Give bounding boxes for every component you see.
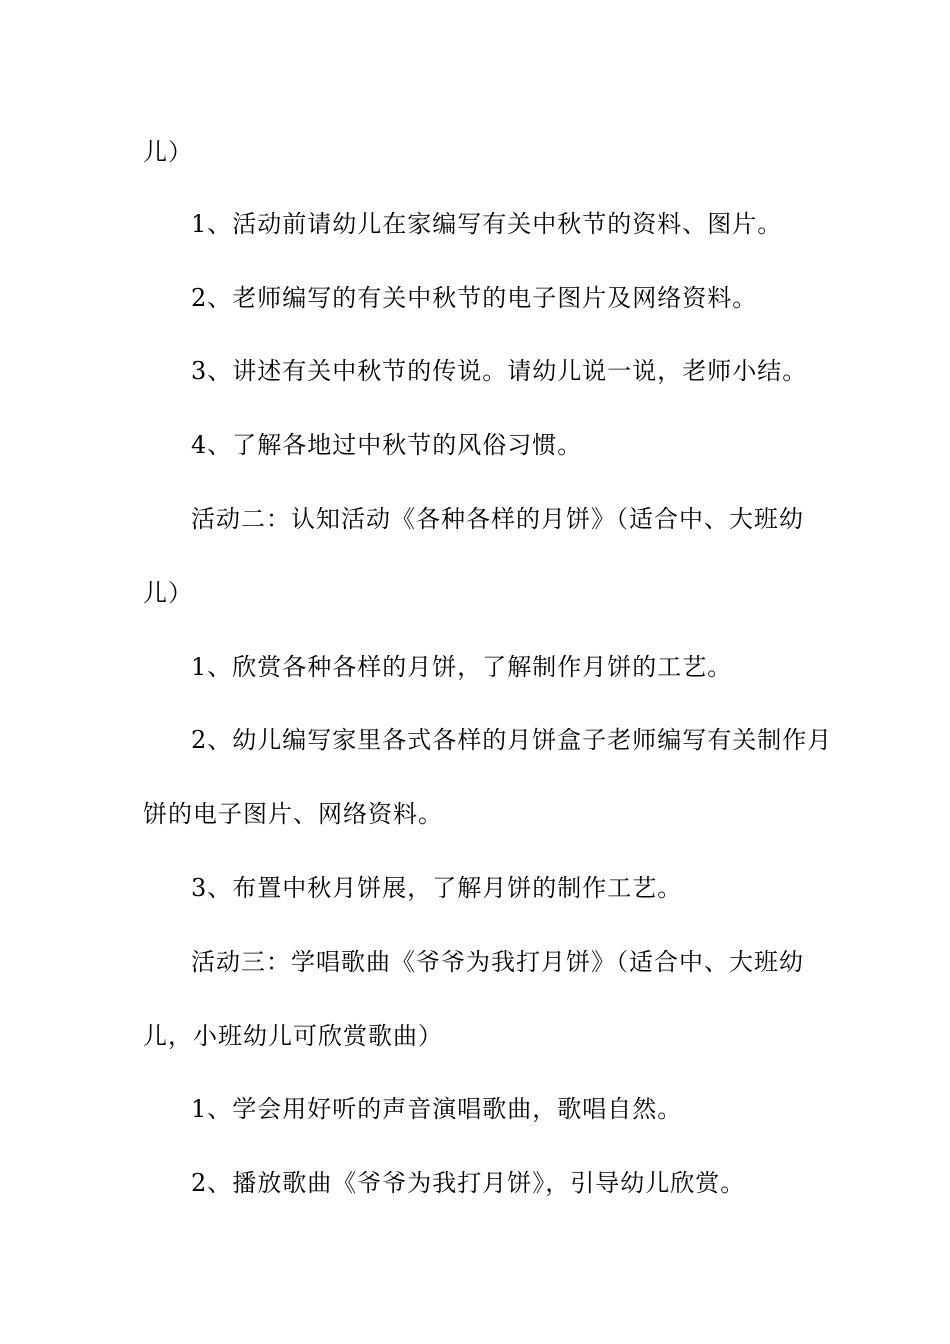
section-heading: 活动三：学唱歌曲《爷爷为我打月饼》（适合中、大班幼 — [191, 948, 804, 976]
list-item: 1、学会用好听的声音演唱歌曲，歌唱自然。 — [191, 1095, 683, 1123]
section-heading: 活动二：认知活动《各种各样的月饼》（适合中、大班幼 — [191, 505, 804, 533]
text-line: 儿） — [143, 138, 193, 166]
list-item: 3、讲述有关中秋节的传说。请幼儿说一说，老师小结。 — [191, 357, 808, 385]
list-item: 3、布置中秋月饼展，了解月饼的制作工艺。 — [191, 874, 683, 902]
list-item: 4、了解各地过中秋节的风俗习惯。 — [191, 431, 583, 459]
list-item: 1、欣赏各种各样的月饼，了解制作月饼的工艺。 — [191, 653, 733, 681]
list-item: 1、活动前请幼儿在家编写有关中秋节的资料、图片。 — [191, 210, 783, 238]
text-line: 饼的电子图片、网络资料。 — [143, 800, 443, 828]
list-item: 2、播放歌曲《爷爷为我打月饼》，引导幼儿欣赏。 — [191, 1169, 746, 1197]
text-line: 儿） — [143, 579, 193, 607]
list-item: 2、幼儿编写家里各式各样的月饼盒子老师编写有关制作月 — [191, 726, 833, 754]
list-item: 2、老师编写的有关中秋节的电子图片及网络资料。 — [191, 284, 758, 312]
text-line: 儿，小班幼儿可欣赏歌曲） — [143, 1022, 443, 1050]
